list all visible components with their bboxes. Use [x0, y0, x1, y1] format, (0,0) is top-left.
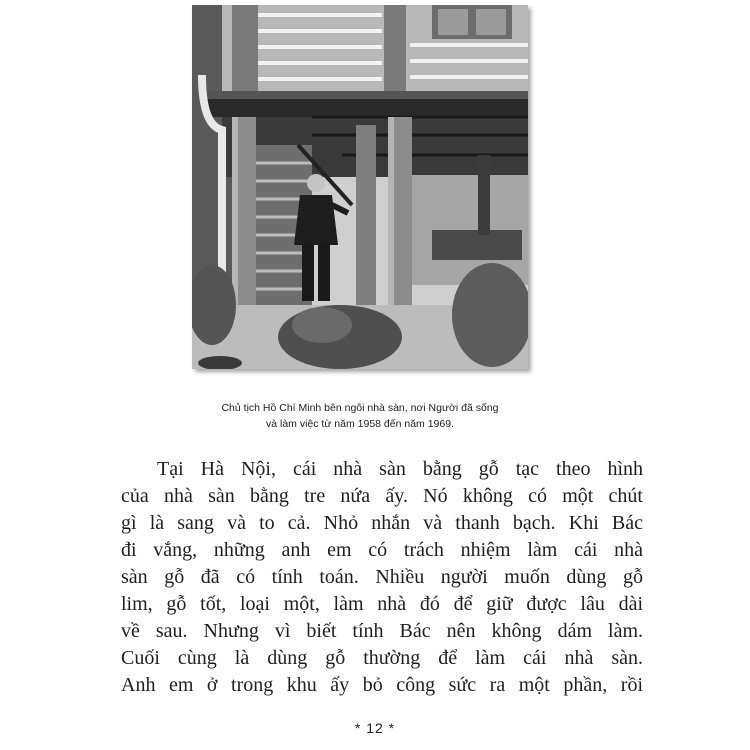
- caption-line-1: Chủ tịch Hồ Chí Minh bên ngôi nhà sàn, nơi Người đã sống: [221, 402, 499, 414]
- stilt-house-illustration: [192, 5, 528, 369]
- paragraph-line: lim, gỗ tốt, loại một, làm nhà đó để giữ được lâu dài: [121, 593, 643, 615]
- paragraph-line: của nhà sàn bằng tre nứa ấy. Nó không có một chút: [121, 485, 643, 507]
- historical-photo: [192, 5, 528, 369]
- paragraph-line: sàn gỗ đã có tính toán. Nhiều người muốn dùng gỗ: [121, 566, 643, 588]
- page-number: * 12 *: [354, 720, 396, 736]
- paragraph-line: Anh em ở trong khu ấy bỏ công sức ra một phần, rồi: [121, 674, 643, 696]
- paragraph-line: gì là sang và to cả. Nhỏ nhắn và thanh bạch. Khi Bác: [121, 512, 643, 534]
- paragraph-line: Cuối cùng là dùng gỗ thường để làm cái nhà sàn.: [121, 647, 643, 669]
- caption-line-2: và làm việc từ năm 1958 đến năm 1969.: [266, 418, 454, 430]
- paragraph-line: về sau. Nhưng vì biết tính Bác nên không dám làm.: [121, 620, 643, 642]
- photo-caption: [150, 400, 570, 432]
- paragraph-line: Tại Hà Nội, cái nhà sàn bằng gỗ tạc theo hình: [157, 458, 643, 480]
- body-paragraph: [121, 456, 643, 699]
- paragraph-line: đi vắng, những anh em có trách nhiệm làm cái nhà: [121, 539, 643, 561]
